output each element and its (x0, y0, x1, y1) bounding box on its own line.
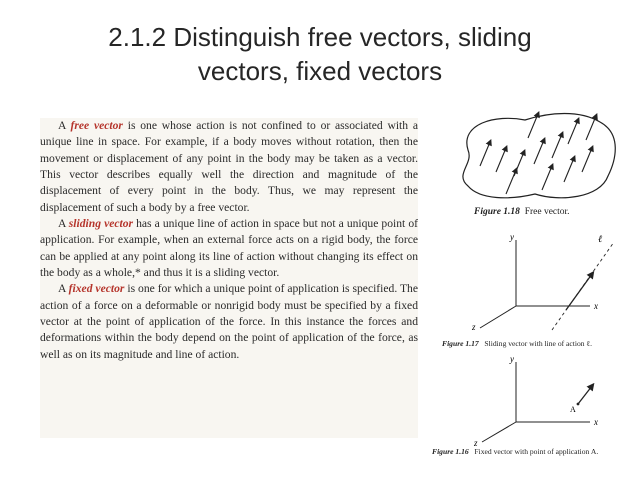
axis-label-z: z (472, 322, 476, 332)
caption-figure-1-17 (442, 339, 592, 348)
sliding-vector-figure (440, 226, 620, 338)
free-vector-arrows (480, 114, 596, 194)
axis-label-z: z (474, 438, 478, 448)
rigid-body-outline (463, 114, 615, 198)
caption-figure-1-18 (474, 207, 570, 217)
fixed-vector-figure (440, 352, 620, 448)
caption-number: Figure 1.16 (432, 447, 469, 456)
caption-number: Figure 1.17 (442, 339, 479, 348)
term-free-vector: free vector (70, 119, 123, 132)
caption-number: Figure 1.18 (474, 207, 520, 217)
axis-label-y: y (510, 232, 514, 242)
paragraph-lead: A (58, 217, 69, 231)
caption-text: Fixed vector with point of application A. (474, 447, 599, 456)
textbook-excerpt (40, 118, 418, 438)
fixed-vector-arrow (578, 386, 592, 404)
line-label: ℓ (598, 234, 603, 245)
point-label: A (570, 405, 576, 414)
slide-title (40, 20, 600, 88)
slide-title-line-1: 2.1.2 Distinguish free vectors, sliding (108, 22, 532, 52)
axis-label-x: x (594, 417, 598, 427)
axis-label-y: y (510, 354, 514, 364)
paragraph-body: is one whose action is not confined to or associated with a unique line in space. For example, if a body moves without rotation, then the movement or displacement of any point in the body may be taken as a vector. This vector describes equally well the direction and magnitude of the displacement of every point in the body. Thus, we may represent the displacement of such a body by a free vector. (40, 119, 418, 214)
sliding-axes (480, 240, 590, 328)
paragraph-body: has a unique line of action in space but not a unique point of application. For example, when an external force acts on a rigid body, the force can be applied at any point along its line of action without changing its effect on the body as a whole,* and thus it is a sliding vector. (40, 217, 418, 280)
paragraph-lead: A (58, 119, 71, 132)
paragraph-sliding-vector (40, 216, 418, 281)
term-sliding-vector: sliding vector (68, 217, 134, 231)
sliding-vector-arrow (566, 274, 592, 310)
axis-label-x: x (594, 301, 598, 311)
free-vector-figure (440, 108, 630, 208)
caption-figure-1-16 (432, 447, 598, 456)
caption-text: Free vector. (524, 207, 570, 217)
paragraph-fixed-vector (40, 281, 418, 363)
slide-title-line-2: vectors, fixed vectors (197, 56, 443, 86)
paragraph-free-vector (40, 118, 418, 216)
paragraph-lead: A (58, 282, 69, 296)
point-of-application (577, 403, 580, 406)
term-fixed-vector: fixed vector (68, 282, 125, 296)
caption-text: Sliding vector with line of action ℓ. (484, 339, 593, 348)
fixed-axes (482, 362, 590, 442)
paragraph-body: is one for which a unique point of application is specified. The action of a force on a deformable or nonrigid body must be specified by a fixed vector at the point of application of the force. In this instance the forces and deformations within the body depend on the point of application of the force, as well as on its magnitude and line of action. (40, 282, 418, 361)
